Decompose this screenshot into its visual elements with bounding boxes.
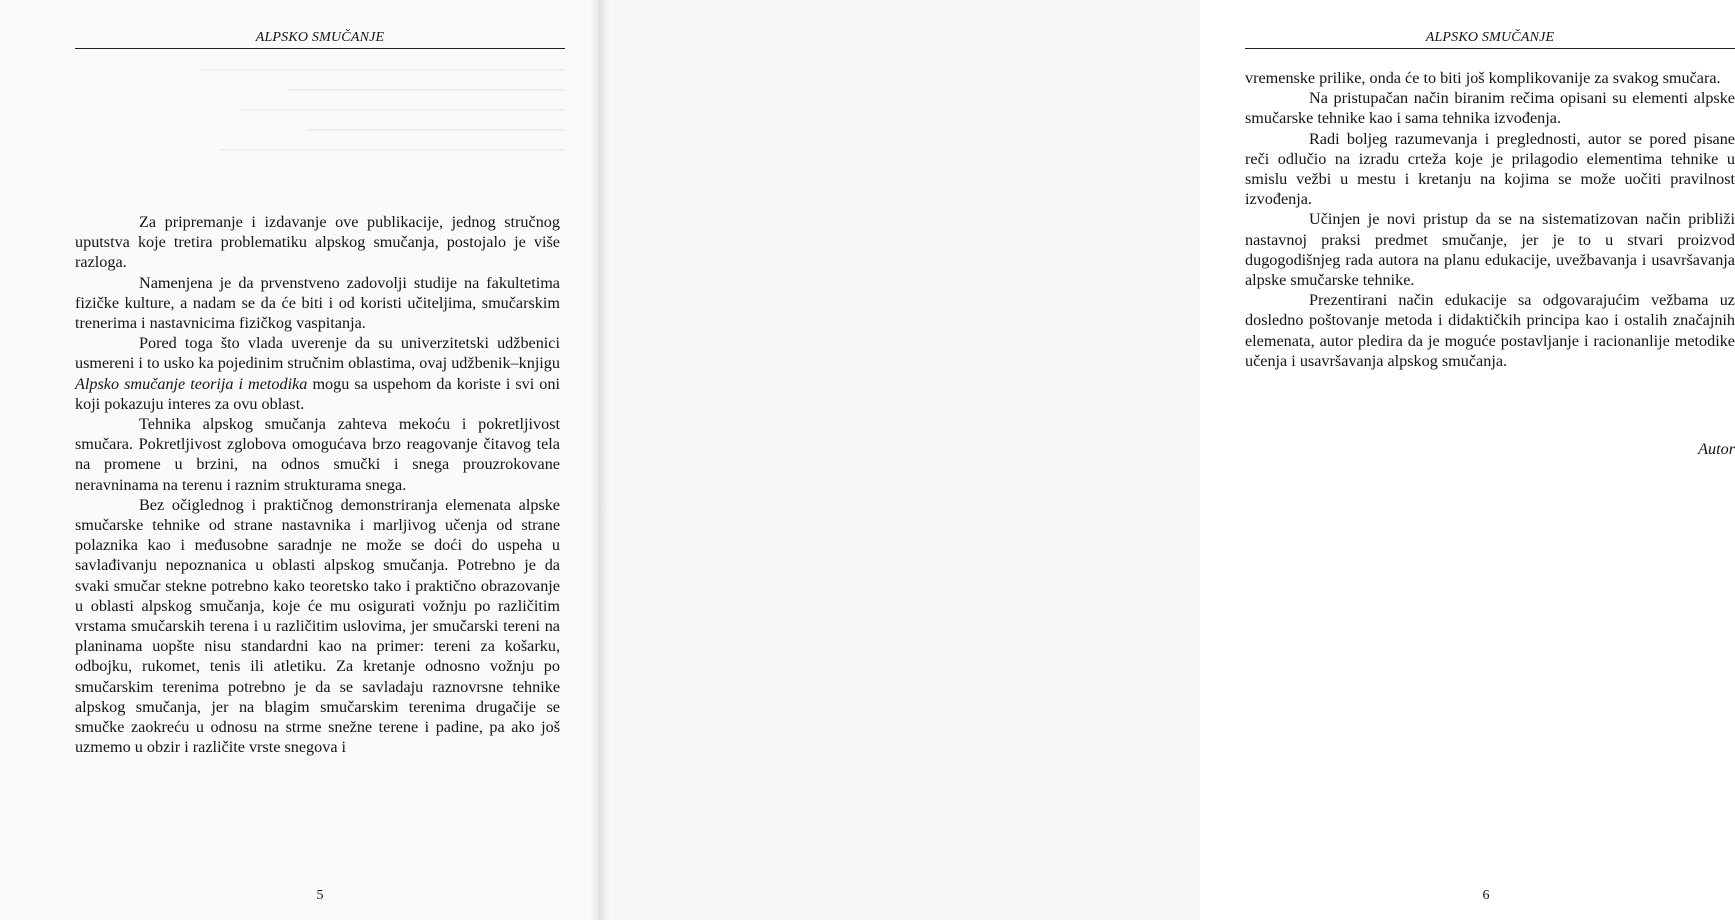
book-title: Alpsko smučanje teorija i metodika (75, 374, 308, 393)
paragraph: vremenske prilike, onda će to biti još komplikovanije za svakog smučara. (1245, 69, 1721, 87)
paragraph: Radi boljeg razumevanja i preglednosti, autor se pored pisane reči odlučio na izradu crteža koje je prilagodio elementima tehnike u smislu vežbi u mestu i kretanju na kojima se može uočiti pravilnost izvođenja. (1245, 129, 1735, 209)
paragraph: Bez očiglednog i praktičnog demonstriranja elemenata alpske smučarske tehnike od strane nastavnika i marljivog učenja od strane polaznika kao i međusobne saradnje ne može se doći do uspeha u savlađivanju nepoznanica u oblasti alpskog smučanja. Potrebno je da svaki smučar stekne potrebno kako teoretsko tako i praktično obrazovanje u oblasti alpskog smučanja, koje će mu osigurati vožnju po različitim vrstama smučarskih terena i u različitim uslovima, jer smučarski tereni na planinama uopšte nisu standardni kao na primer: tereni za košarku, odbojku, rukomet, tenis ili atletiku. Za kretanje odnosno vožnju po smučarskim terenima potrebno je da se savladaju raznovrsne tehnike alpskog smučanja, jer na blagim smučarskim terenima drugačije se smučke zaokreću u odnosu na strme snežne terene i padine, pa ako još uzmemo u obzir i različite vrste snegova i (75, 495, 560, 757)
author-signature: Autor (1698, 440, 1735, 458)
paragraph: Za pripremanje i izdavanje ove publikacije, jednog stručnog uputstva koje tretira problematiku alpskog smučanja, postojalo je više razloga. (75, 213, 560, 272)
paragraph: Prezentirani način edukacije sa odgovarajućim vežbama uz dosledno poštovanje metoda i didaktičkih principa kao i ostalih značajnih elemenata, autor pledira da je moguće postavljanje i racionanlije metodike učenja i usavršavanja alpskog smučanja. (1245, 291, 1735, 370)
paragraph (75, 333, 560, 414)
paragraph-text: Pored toga što vlada uverenje da su univerzitetski udžbenici usmereni i to usko ka pojedinim stručnim oblastima, ovaj udžbenik–knjigu (75, 334, 560, 373)
paragraph: Tehnika alpskog smučanja zahteva mekoću i pokretljivost smučara. Pokretljivost zglobova omogućava brzo reagovanje čitavog tela na promene u brzini, na odnos smučki i snega prouzrokovane neravninama na terenu i raznim strukturama snega. (75, 415, 560, 494)
header-rule (75, 48, 565, 49)
right-page (600, 0, 1735, 920)
left-page (0, 0, 600, 920)
running-header: ALPSKO SMUČANJE (1425, 30, 1555, 45)
book-gutter (590, 0, 610, 920)
body-text (75, 212, 560, 757)
paragraph: Učinjen je novi pristup da se na sistematizovan način približi nastavnoj praksi predmet smučanje, jer je to u stvari proizvod dugogodišnjeg rada autora na planu edukacije, uvežbavanja i usavršavanja alpske smučarske tehnike. (1245, 210, 1735, 290)
page-number: 6 (1482, 888, 1490, 903)
paragraph-text: mogu sa uspehom da koriste i svi oni koji pokazuju interes za ovu oblast. (75, 374, 560, 413)
running-header: ALPSKO SMUČANJE (255, 30, 385, 45)
paragraph: Namenjena je da prvenstveno zadovolji studije na fakultetima fizičke kulture, a nadam se da će biti i od koristi učiteljima, smučarskim trenerima i nastavnicima fizičkog vaspitanja. (75, 273, 560, 333)
page-number: 5 (316, 888, 324, 903)
paragraph: Na pristupačan način biranim rečima opisani su elementi alpske smučarske tehnike kao i sama tehnika izvođenja. (1245, 89, 1735, 128)
show-through-text: ────────────────────────────────────── ───────────────────────────── ────────────────────────────────── ─────────────────────────── ──────────────────────────────────── (201, 62, 565, 157)
body-text (1245, 68, 1735, 371)
header-rule (1245, 48, 1735, 49)
